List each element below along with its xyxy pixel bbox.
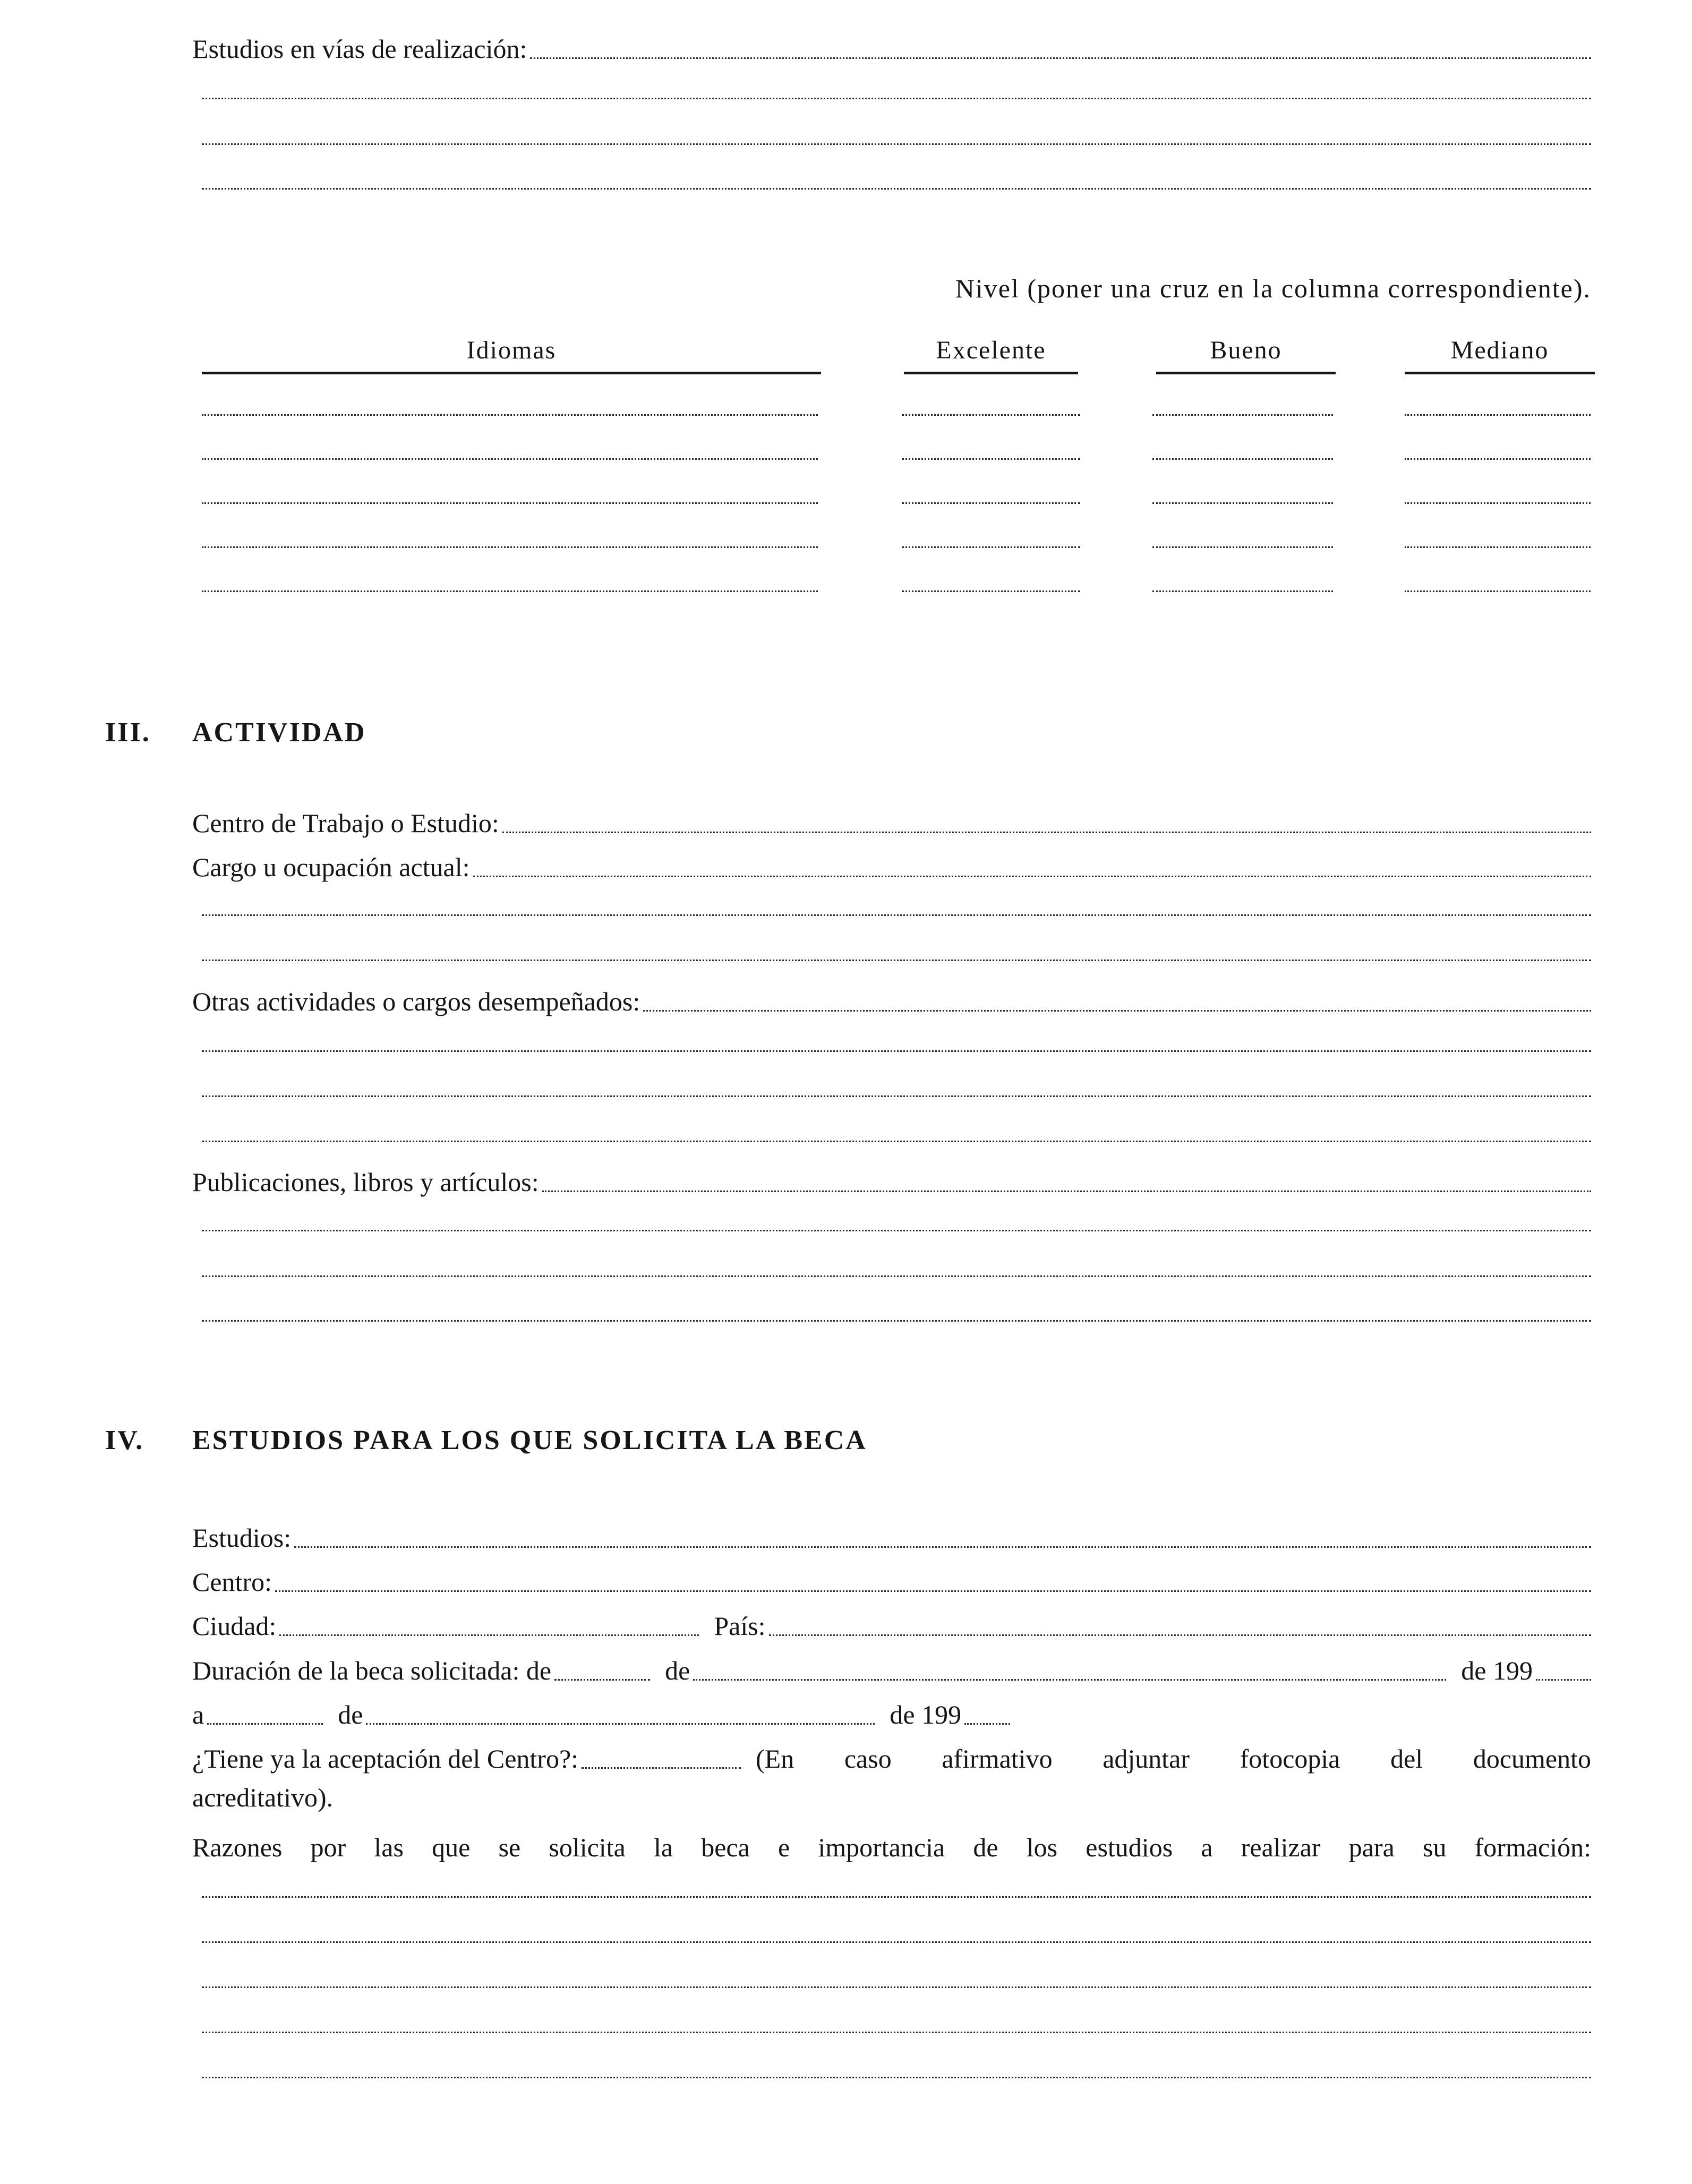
ciudad-pais-row [192, 1610, 1591, 1642]
duracion-mes-desde-input[interactable] [693, 1679, 1446, 1681]
centro-input[interactable] [275, 1590, 1591, 1592]
idioma-row-1-bueno[interactable] [1152, 414, 1333, 416]
razones-line-4[interactable] [202, 2032, 1591, 2033]
centro-field[interactable] [192, 1566, 1591, 1598]
razones-line-1[interactable] [202, 1896, 1591, 1898]
column-header-idiomas: Idiomas [202, 335, 821, 374]
estudios-en-vias-field[interactable] [192, 33, 1591, 65]
estudios-input[interactable] [294, 1546, 1591, 1548]
ciudad-input[interactable] [279, 1634, 699, 1636]
otras-actividades-input[interactable] [643, 1010, 1591, 1012]
aceptacion-note: (En caso afirmativo adjuntar fotocopia del documento [756, 1744, 1591, 1774]
duracion-anio-hasta-label: de 199 [890, 1700, 962, 1729]
column-header-excelente: Excelente [904, 335, 1078, 374]
razones-label: Razones por las que se solicita la beca e importancia de los estudios a realizar para su formación: [192, 1832, 1591, 1862]
column-header-bueno: Bueno [1156, 335, 1336, 374]
estudios-en-vias-label: Estudios en vías de realización: [192, 34, 527, 64]
section-iv-number: IV. [105, 1425, 144, 1455]
duracion-a-label: a [192, 1700, 204, 1729]
idioma-row-3-name[interactable] [202, 502, 818, 504]
duracion-dia-desde-input[interactable] [554, 1679, 650, 1681]
centro-label: Centro: [192, 1567, 272, 1597]
idioma-row-5-name[interactable] [202, 590, 818, 592]
cargo-actual-field[interactable] [192, 851, 1591, 883]
idioma-row-3-excelente[interactable] [902, 502, 1080, 504]
aceptacion-note-cont: acreditativo). [192, 1783, 334, 1812]
duracion-de-label: de [665, 1656, 690, 1685]
idioma-row-4-name[interactable] [202, 546, 818, 548]
pais-input[interactable] [769, 1634, 1591, 1636]
aceptacion-input[interactable] [582, 1767, 741, 1769]
idioma-row-1-excelente[interactable] [902, 414, 1080, 416]
publicaciones-line-3[interactable] [202, 1275, 1591, 1277]
idioma-row-1-mediano[interactable] [1405, 414, 1591, 416]
estudios-field[interactable] [192, 1522, 1591, 1554]
estudios-line-3[interactable] [202, 143, 1591, 145]
duracion-anio-hasta-input[interactable] [964, 1723, 1010, 1725]
centro-trabajo-field[interactable] [192, 807, 1591, 839]
otras-actividades-label: Otras actividades o cargos desempeñados: [192, 987, 640, 1016]
idioma-row-2-excelente[interactable] [902, 458, 1080, 460]
cargo-actual-input[interactable] [473, 876, 1591, 877]
razones-line-2[interactable] [202, 1941, 1591, 1943]
section-iii-number: III. [105, 717, 151, 748]
section-iii-heading [105, 714, 366, 751]
aceptacion-row [192, 1743, 1591, 1775]
duracion-hasta-de-label: de [338, 1700, 363, 1729]
publicaciones-line-4[interactable] [202, 1320, 1591, 1322]
idioma-row-3-bueno[interactable] [1152, 502, 1333, 504]
idioma-row-3-mediano[interactable] [1405, 502, 1591, 504]
duracion-mes-hasta-input[interactable] [366, 1723, 875, 1725]
section-iv-title: ESTUDIOS PARA LOS QUE SOLICITA LA BECA [192, 1425, 867, 1455]
idioma-row-5-bueno[interactable] [1152, 590, 1333, 592]
otras-actividades-field[interactable] [192, 986, 1591, 1017]
estudios-line-2[interactable] [202, 98, 1591, 99]
idioma-row-2-name[interactable] [202, 458, 818, 460]
estudios-en-vias-input[interactable] [530, 57, 1591, 59]
idioma-row-4-excelente[interactable] [902, 546, 1080, 548]
cargo-line-2[interactable] [202, 914, 1591, 916]
razones-line-3[interactable] [202, 1986, 1591, 1988]
duracion-row [192, 1655, 1591, 1686]
nivel-note: Nivel (poner una cruz en la columna correspondiente). [955, 273, 1591, 303]
aceptacion-label: ¿Tiene ya la aceptación del Centro?: [192, 1744, 579, 1774]
idioma-row-2-mediano[interactable] [1405, 458, 1591, 460]
cargo-line-3[interactable] [202, 960, 1591, 961]
estudios-label: Estudios: [192, 1523, 292, 1553]
idioma-row-2-bueno[interactable] [1152, 458, 1333, 460]
idioma-row-5-excelente[interactable] [902, 590, 1080, 592]
otras-line-2[interactable] [202, 1050, 1591, 1052]
estudios-line-4[interactable] [202, 188, 1591, 190]
centro-trabajo-label: Centro de Trabajo o Estudio: [192, 808, 499, 838]
duracion-dia-hasta-input[interactable] [207, 1723, 323, 1725]
section-iv-heading [105, 1422, 867, 1459]
publicaciones-label: Publicaciones, libros y artículos: [192, 1167, 539, 1197]
centro-trabajo-input[interactable] [502, 832, 1591, 833]
section-iii-title: ACTIVIDAD [192, 717, 366, 748]
idioma-row-4-mediano[interactable] [1405, 546, 1591, 548]
publicaciones-input[interactable] [542, 1191, 1591, 1192]
idioma-row-5-mediano[interactable] [1405, 590, 1591, 592]
duracion-anio-desde-input[interactable] [1536, 1679, 1591, 1681]
publicaciones-field[interactable] [192, 1166, 1591, 1198]
pais-label: País: [714, 1611, 766, 1641]
otras-line-3[interactable] [202, 1095, 1591, 1097]
publicaciones-line-2[interactable] [202, 1230, 1591, 1231]
ciudad-label: Ciudad: [192, 1611, 277, 1641]
duracion-hasta-row [192, 1699, 1042, 1731]
cargo-actual-label: Cargo u ocupación actual: [192, 852, 470, 882]
idioma-row-1-name[interactable] [202, 414, 818, 416]
razones-line-5[interactable] [202, 2077, 1591, 2078]
otras-line-4[interactable] [202, 1141, 1591, 1142]
duracion-label: Duración de la beca solicitada: de [192, 1656, 552, 1685]
column-header-mediano: Mediano [1405, 335, 1595, 374]
duracion-anio-desde-label: de 199 [1461, 1656, 1533, 1685]
idioma-row-4-bueno[interactable] [1152, 546, 1333, 548]
